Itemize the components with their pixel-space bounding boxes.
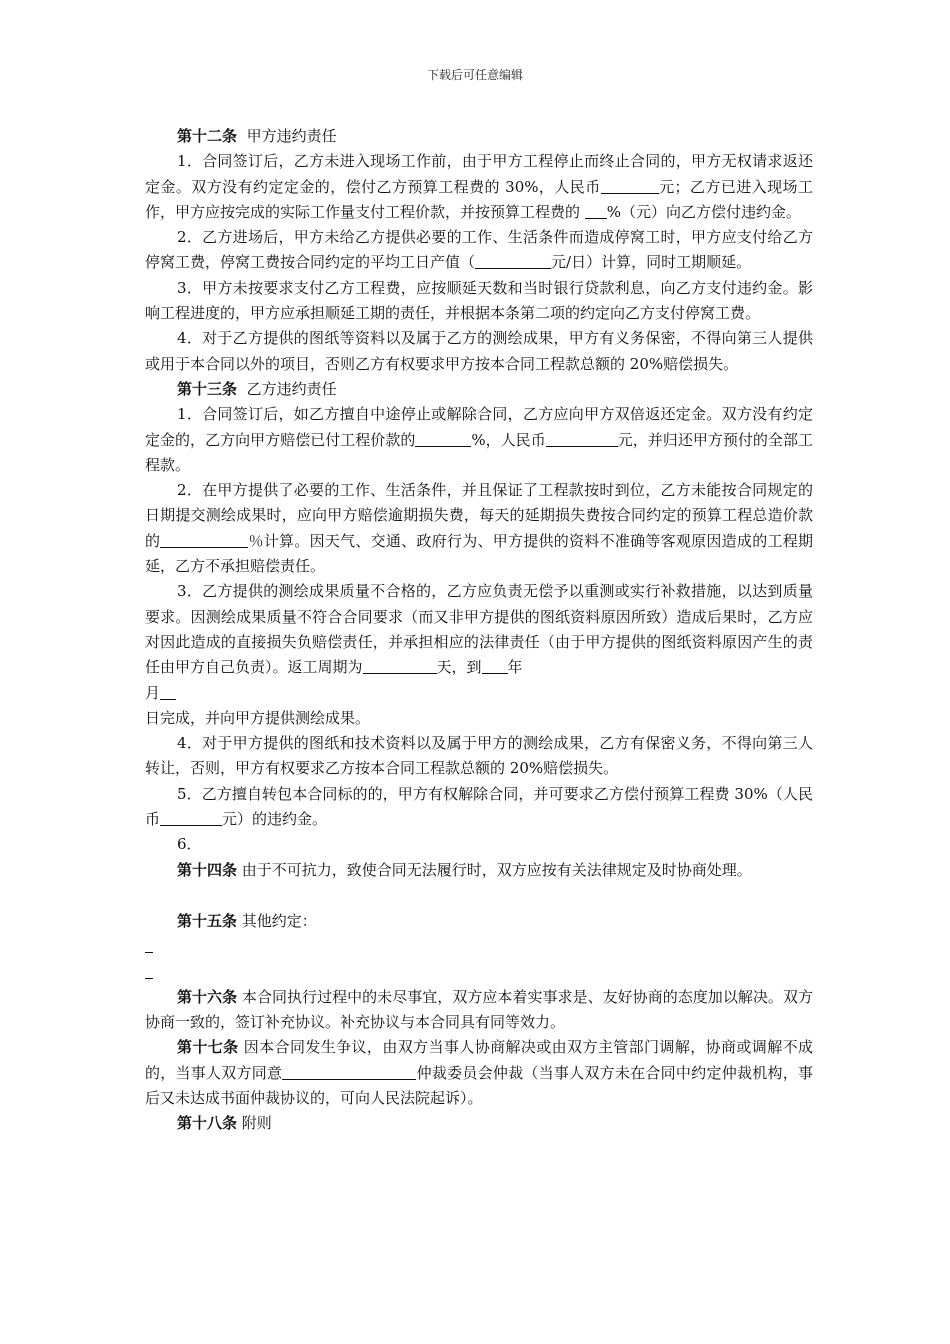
article-18: 第十八条 附则 xyxy=(177,1114,272,1133)
article-13-item-2: 2．在甲方提供了必要的工作、生活条件，并且保证了工程款按时到位，乙方未能按合同规定的日期提交测绘成果时，应向甲方赔偿逾期损失费，每天的延期损失费按合同约定的预算工程总造价款的 ％计算。因天气、交通、政府行为、甲方提供的资料不准确等客观原因造成的工程期延，乙方不承担赔偿责任。 xyxy=(145,481,813,576)
article-13-heading xyxy=(145,377,813,402)
article-13-name: 乙方违约责任 xyxy=(246,379,337,398)
article-12-name: 甲方违约责任 xyxy=(246,127,337,145)
blank-rmb-amount xyxy=(546,429,618,447)
article-13-item-3: 3．乙方提供的测绘成果质量不合格的，乙方应负责无偿予以重测或实行补救措施，以达到质量要求。因测绘成果质量不符合合同要求（而又非甲方提供的图纸资料原因所致）造成后果时，乙方应对因此造成的直接损失负赔偿责任，并承担相应的法律责任（由于甲方提供的图纸资料原因产生的责任由甲方自己负责）。返工周期为 天，到 年 月 xyxy=(145,582,813,702)
article-13-item-5: 5．乙方擅自转包本合同标的的，甲方有权解除合同，并可要求乙方偿付预算工程费 30%（人民币 元）的违约金。 xyxy=(145,784,813,829)
blank-rmb-amount xyxy=(601,176,659,194)
contract-body xyxy=(145,124,813,1137)
article-13-item-6: 6． xyxy=(177,835,202,854)
other-terms-line-1 xyxy=(145,934,813,959)
blank-year xyxy=(482,656,508,674)
article-15: 第十五条 其他约定： xyxy=(177,911,317,930)
article-18-title: 第十八条 xyxy=(177,1114,238,1133)
article-14: 第十四条 由于不可抗力，致使合同无法履行时，双方应按有关法律规定及时协商处理。 xyxy=(177,860,752,879)
article-14-title: 第十四条 xyxy=(177,860,238,879)
blank-percent xyxy=(415,429,471,447)
article-13-title: 第十三条 xyxy=(177,379,238,398)
article-17: 第十七条 因本合同发生争议，由双方当事人协商解决或由双方主管部门调解，协商或调解不成的，当事人双方同意 仲裁委员会仲裁（当事人双方未在合同中约定仲裁机构，事后又未达成书面仲裁协议的，可向人民法院起诉）。 xyxy=(145,1038,813,1107)
blank-rmb-amount xyxy=(160,808,222,826)
article-13-item-3-cont: 日完成，并向甲方提供测绘成果。 xyxy=(145,708,371,727)
blank-percent xyxy=(585,201,607,219)
blank-month xyxy=(160,682,176,700)
blank-percent xyxy=(160,530,248,548)
article-12-item-3: 3．甲方未按要求支付乙方工程费，应按顺延天数和当时银行贷款利息，向乙方支付违约金。影响工程进度的，甲方应承担顺延工期的责任，并根据本条第二项的约定向乙方支付停窝工费。 xyxy=(145,278,813,323)
article-13-item-4: 4．对于甲方提供的图纸和技术资料以及属于甲方的测绘成果，乙方有保密义务，不得向第三人转让，否则，甲方有权要求乙方按本合同工程款总额的 20%赔偿损失。 xyxy=(145,734,813,778)
article-12-heading xyxy=(145,124,813,149)
article-12-item-2: 2．乙方进场后，甲方未给乙方提供必要的工作、生活条件而造成停窝工时，甲方应支付给乙方停窝工费，停窝工费按合同约定的平均工日产值（ 元/日）计算，同时工期顺延。 xyxy=(145,228,813,272)
page-header: 下载后可任意编辑 xyxy=(426,68,523,82)
article-17-title: 第十七条 xyxy=(177,1038,239,1057)
article-15-title: 第十五条 xyxy=(177,911,238,930)
article-13-item-1: 1．合同签订后，如乙方擅自中途停止或解除合同，乙方应向甲方双倍返还定金。双方没有约定定金的，乙方向甲方赔偿已付工程价款的 %，人民币 元，并归还甲方预付的全部工程款。 xyxy=(145,405,813,474)
article-16: 第十六条 本合同执行过程中的未尽事宜，双方应本着实事求是、友好协商的态度加以解决。双方协商一致的，签订补充协议。补充协议与本合同具有同等效力。 xyxy=(145,987,813,1032)
article-12-item-4: 4．对于乙方提供的图纸等资料以及属于乙方的测绘成果，甲方有义务保密，不得向第三人提供或用于本合同以外的项目，否则乙方有权要求甲方按本合同工程款总额的 20%赔偿损失。 xyxy=(145,329,813,373)
blank-daily-output xyxy=(475,251,551,269)
article-12-title: 第十二条 xyxy=(177,127,238,145)
blank-days xyxy=(363,656,437,674)
other-terms-line-2 xyxy=(145,960,813,985)
article-12-item-1: 1．合同签订后，乙方未进入现场工作前，由于甲方工程停止而终止合同的，甲方无权请求返还定金。双方没有约定定金的，偿付乙方预算工程费的 30%，人民币 元；乙方已进入现场工作，甲方应按完成的实际工作量支付工程价款，并按预算工程费的 %（元）向乙方偿付违约金。 xyxy=(145,152,813,221)
article-16-title: 第十六条 xyxy=(177,987,238,1006)
blank-arbitration-committee xyxy=(282,1062,416,1080)
